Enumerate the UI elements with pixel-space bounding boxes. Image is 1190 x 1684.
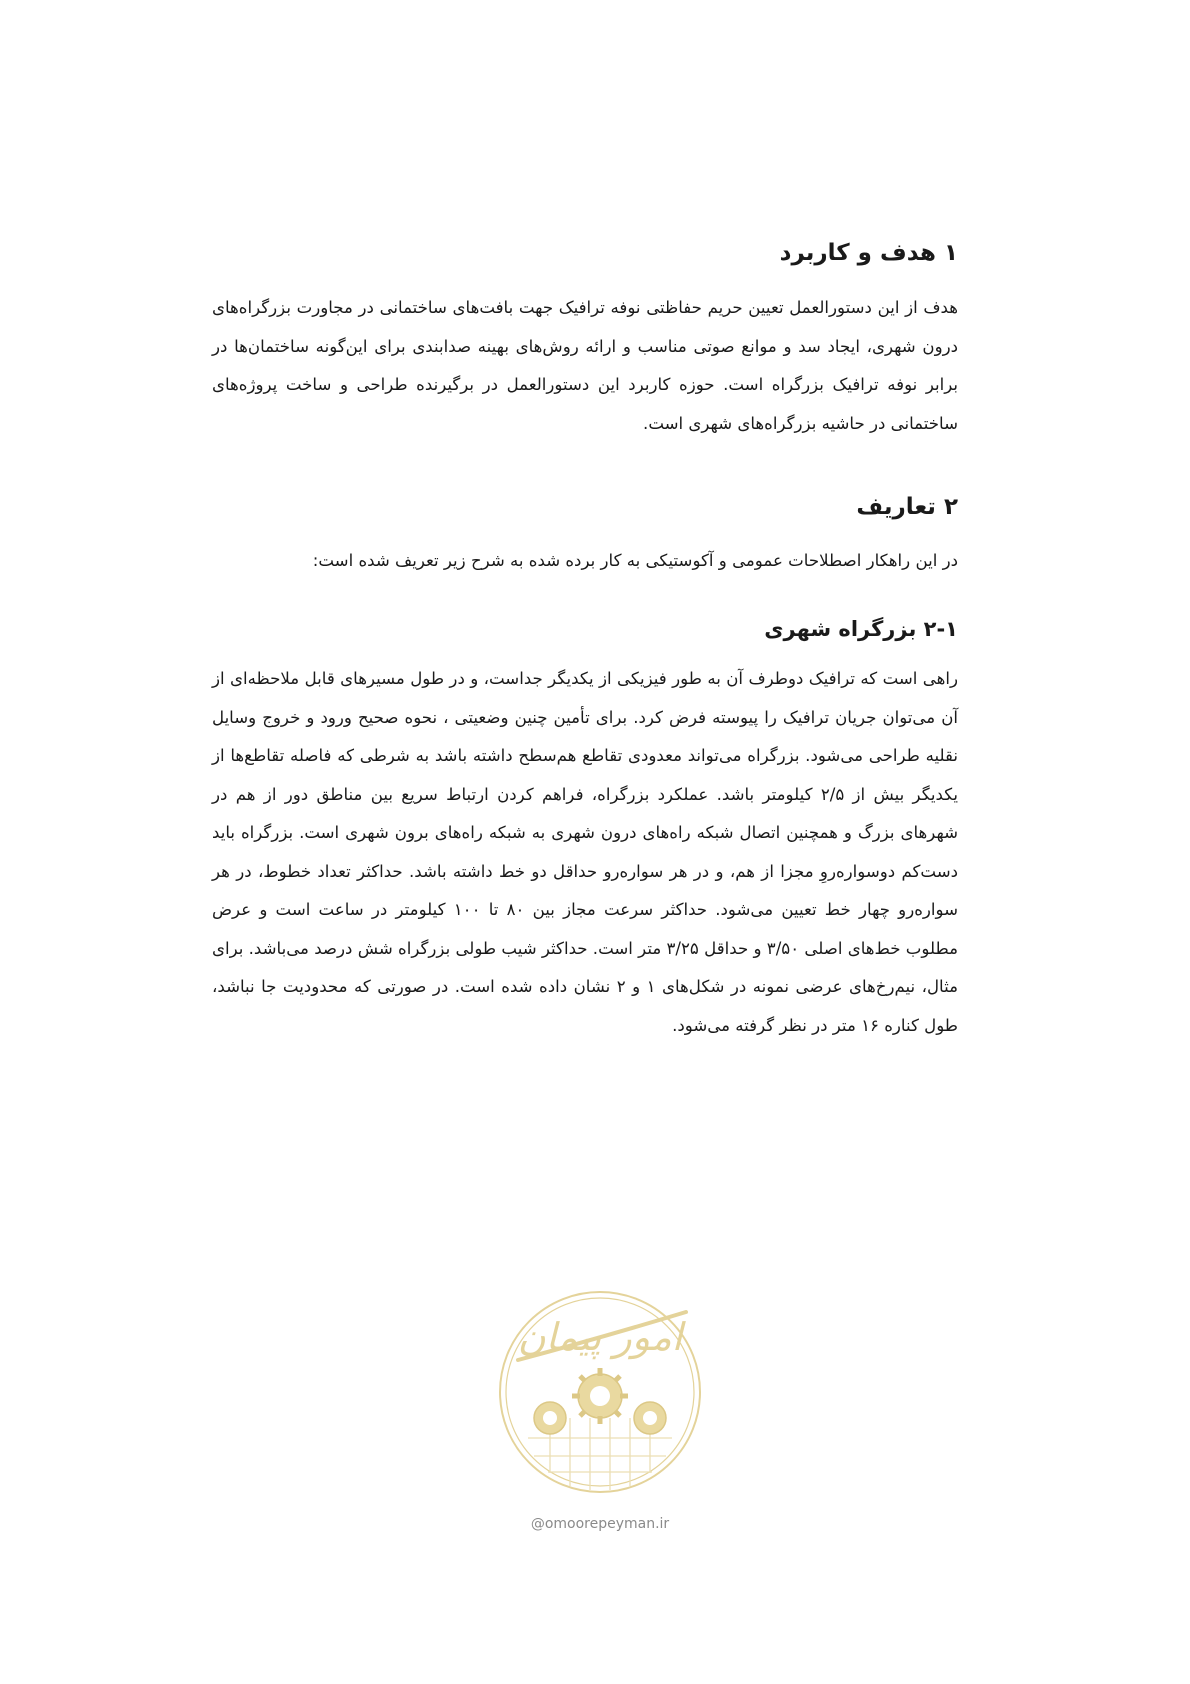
watermark-url: @omoorepeyman.ir: [530, 1516, 670, 1532]
section-2-heading: ۲ تعاریف: [856, 494, 958, 520]
section-1-heading: ۱ هدف و کاربرد: [779, 240, 958, 266]
watermark-logo-text: امور پیمان: [517, 1315, 683, 1359]
section-2-1-paragraph: راهی است که ترافیک دوطرف آن به طور فیزیکی از یکدیگر جداست، و در طول مسیرهای قابل ملاحظه‌ای از آن می‌توان جریان ترافیک را پیوسته فرض کرد. برای تأمین چنین وضعیتی ، نحوه صحیح ورود و خروج وسایل نقلیه طراحی می‌شود. بزرگراه می‌تواند معدودی تقاطع هم‌سطح داشته باشد به شرطی که فاصله تقاطع‌ها از یکدیگر بیش از ۲/۵ کیلومتر باشد. عملکرد بزرگراه، فراهم کردن ارتباط سریع بین مناطق دور از هم در شهرهای بزرگ و همچنین اتصال شبکه راه‌های درون شهری به شبکه راه‌های برون شهری است. بزرگراه باید دست‌کم دوسواره‌روِ مجزا از هم، و در هر سواره‌رو حداقل دو خط داشته باشد. حداکثر تعداد خطوط، در هر سواره‌رو چهار خط تعیین می‌شود. حداکثر سرعت مجاز بین ۸۰ تا ۱۰۰ کیلومتر در ساعت است و عرض مطلوب خط‌های اصلی ۳/۵۰ و حداقل ۳/۲۵ متر است. حداکثر شیب طولی بزرگراه شش درصد می‌باشد. برای مثال، نیم‌رخ‌های عرضی نمونه در شکل‌های ۱ و ۲ نشان داده شده است. در صورتی که محدودیت جا نباشد، طول کناره ۱۶ متر در نظر گرفته می‌شود.: [212, 669, 959, 1035]
watermark-seal: [490, 1268, 710, 1516]
section-1-paragraph: هدف از این دستورالعمل تعیین حریم حفاظتی نوفه ترافیک جهت بافت‌های ساختمانی در مجاورت بزرگراه‌های درون شهری، ایجاد سد و موانع صوتی مناسب و ارائه روش‌های بهینه صدابندی برای این‌گونه ساختمان‌ها در برابر نوفه ترافیک بزرگراه است. حوزه کاربرد این دستورالعمل در برگیرنده طراحی و ساخت پروژه‌های ساختمانی در حاشیه بزرگراه‌های شهری است.: [212, 298, 958, 433]
section-2-1-heading: ۲-۱ بزرگراه شهری: [764, 617, 958, 641]
section-2-paragraph: در این راهکار اصطلاحات عمومی و آکوستیکی به کار برده شده به شرح زیر تعریف شده است:: [312, 551, 958, 570]
